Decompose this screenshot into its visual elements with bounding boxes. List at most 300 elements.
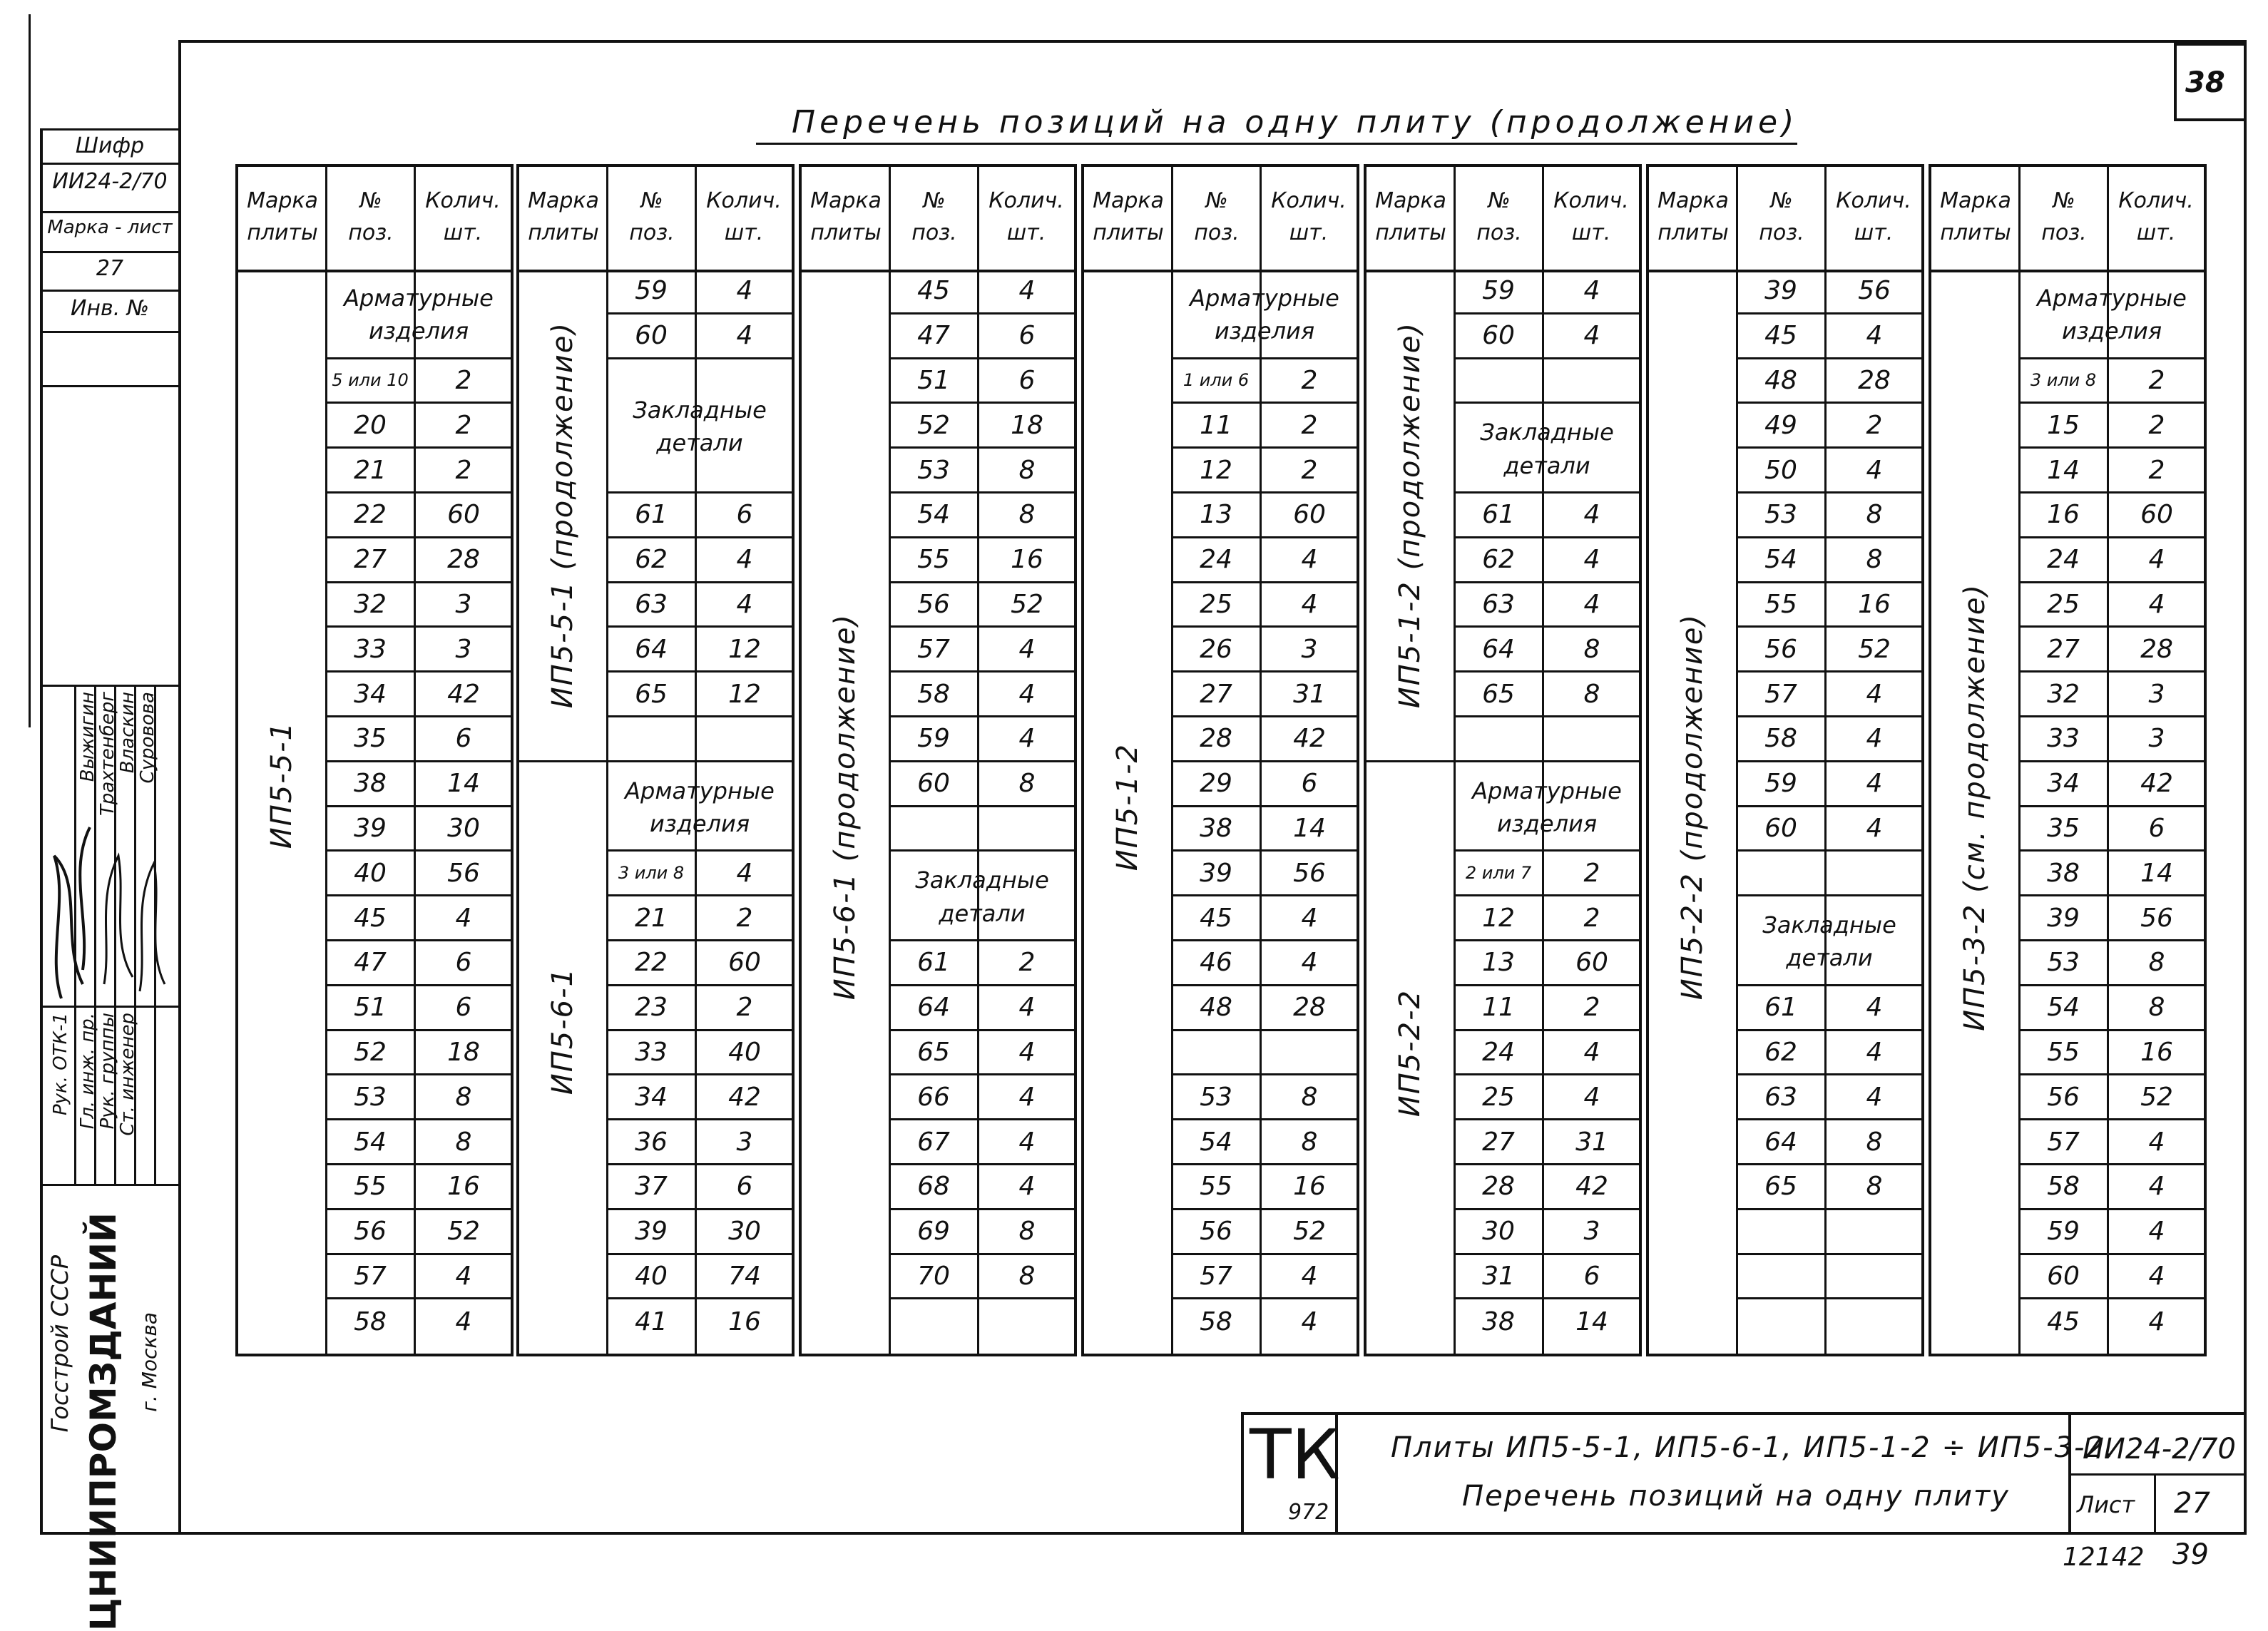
quantity: 4	[1018, 634, 1036, 664]
quantity: 8	[1866, 500, 1883, 530]
table-row	[1737, 1031, 1921, 1076]
table-row	[1455, 628, 1639, 673]
position-number: 54	[917, 500, 950, 530]
quantity: 6	[2148, 813, 2165, 843]
table-header	[1367, 167, 1639, 272]
table-row	[890, 315, 1074, 359]
quantity: 8	[1866, 1127, 1883, 1157]
position-number: 65	[917, 1037, 950, 1067]
position-number: 38	[354, 769, 387, 799]
table-row	[1455, 1299, 1639, 1344]
quantity: 3	[1301, 634, 1318, 664]
quantity: 4	[736, 589, 753, 619]
quantity: 12	[728, 679, 761, 709]
quantity: 4	[1583, 1082, 1600, 1112]
header-text: №	[640, 188, 663, 213]
quantity: 56	[447, 858, 480, 888]
quantity: 4	[1018, 1037, 1036, 1067]
name-1: Выжигин	[77, 692, 98, 782]
section-heading-row	[1455, 404, 1639, 494]
position-number	[1173, 1031, 1260, 1074]
table-row	[608, 315, 792, 359]
position-number: 22	[635, 948, 668, 978]
section-heading-row	[890, 852, 1074, 941]
org-line-3: г. Москва	[138, 1312, 161, 1412]
quantity: 52	[2140, 1082, 2173, 1112]
table-row	[2020, 1299, 2204, 1344]
quantity: 8	[1018, 500, 1036, 530]
section-heading-row	[608, 762, 792, 852]
header-text: Марка	[247, 188, 318, 213]
table-row	[1737, 673, 1921, 717]
quantity: 6	[1301, 769, 1318, 799]
table-row	[890, 986, 1074, 1031]
bottom-number-2: 39	[2172, 1538, 2209, 1571]
table-row	[608, 1075, 792, 1120]
table-row	[608, 1165, 792, 1210]
section-heading: Арматурные изделия	[1472, 777, 1622, 838]
header-text: поз.	[2041, 220, 2087, 245]
table-row	[1737, 583, 1921, 628]
quantity: 4	[1866, 813, 1883, 843]
table-row	[327, 404, 511, 449]
position-number: 39	[2047, 903, 2080, 933]
table-row	[890, 807, 1074, 852]
quantity: 4	[1866, 679, 1883, 709]
header-text: плиты	[1940, 220, 2011, 245]
position-number: 50	[1764, 455, 1797, 485]
quantity: 2	[2148, 410, 2165, 440]
table-row	[2020, 1075, 2204, 1120]
position-number: 56	[1200, 1217, 1232, 1247]
position-number: 60	[635, 321, 668, 351]
name-2: Трахтенберг	[97, 692, 118, 817]
table-row	[2020, 628, 2204, 673]
position-number	[1737, 1210, 1824, 1253]
position-number: 34	[2047, 769, 2080, 799]
doc-code: ИИ24-2/70	[2083, 1433, 2236, 1466]
plate-mark-cell	[1367, 762, 1454, 1344]
quantity: 4	[1583, 545, 1600, 575]
org-line-2: ЦНИИПРОМЗДАНИЙ	[83, 1212, 124, 1631]
table-row	[1737, 1210, 1921, 1255]
table-row	[608, 270, 792, 315]
header-text: шт.	[724, 220, 764, 245]
stamp-h3	[40, 211, 180, 213]
header-cell	[1455, 167, 1543, 267]
quantity: 4	[1018, 993, 1036, 1023]
position-number: 25	[1482, 1082, 1515, 1112]
header-text: плиты	[528, 220, 599, 245]
table-row	[327, 986, 511, 1031]
table-row	[2020, 359, 2204, 404]
tb-v4	[2154, 1473, 2156, 1535]
positions-table	[1364, 164, 1642, 1356]
table-row	[1737, 1255, 1921, 1300]
position-number: 5 или 10	[332, 370, 409, 391]
position-number: 57	[1200, 1261, 1232, 1291]
position-number: 3 или 8	[2030, 370, 2097, 391]
position-number: 52	[354, 1037, 387, 1067]
header-text: Колич.	[989, 188, 1064, 213]
table-body	[890, 270, 1074, 1354]
quantity: 4	[455, 1261, 472, 1291]
table-row	[608, 628, 792, 673]
role-1: Рук. ОТК-1	[50, 1013, 71, 1116]
quantity: 52	[1293, 1217, 1326, 1247]
position-number: 62	[1482, 545, 1515, 575]
quantity: 4	[1866, 455, 1883, 485]
plate-mark-cell	[1367, 270, 1454, 762]
table-row	[608, 1031, 792, 1076]
header-cell	[608, 167, 696, 267]
position-number: 58	[917, 679, 950, 709]
stamp-h1	[40, 128, 180, 131]
position-number: 11	[1482, 993, 1515, 1023]
positions-table	[799, 164, 1077, 1356]
table-body	[1173, 270, 1357, 1354]
section-heading-row	[608, 359, 792, 494]
section-heading: Закладные детали	[915, 866, 1049, 927]
quantity: 8	[455, 1127, 472, 1157]
name-4: Суровова	[137, 692, 158, 784]
position-number: 55	[1764, 589, 1797, 619]
table-row	[2020, 1210, 2204, 1255]
table-row	[890, 1299, 1074, 1344]
quantity: 4	[2148, 1172, 2165, 1202]
table-row	[2020, 449, 2204, 494]
quantity: 4	[1018, 1082, 1036, 1112]
table-row	[1737, 717, 1921, 762]
quantity: 8	[1301, 1082, 1318, 1112]
position-number: 60	[1482, 321, 1515, 351]
header-cell	[1261, 167, 1357, 267]
plate-mark-label: ИП5-1-2 (продолжение)	[1394, 321, 1426, 709]
quantity	[1827, 1255, 1921, 1298]
table-row	[608, 896, 792, 941]
header-text: поз.	[1759, 220, 1804, 245]
quantity: 16	[447, 1172, 480, 1202]
table-row	[2020, 852, 2204, 896]
quantity: 4	[2148, 1261, 2165, 1291]
position-number: 20	[354, 410, 387, 440]
quantity: 3	[1583, 1217, 1600, 1247]
quantity: 2	[1583, 903, 1600, 933]
edge-left-line	[29, 14, 31, 727]
position-number: 61	[917, 948, 950, 978]
quantity: 2	[1583, 993, 1600, 1023]
position-number: 16	[2047, 500, 2080, 530]
position-number: 59	[917, 724, 950, 754]
position-number: 47	[354, 948, 387, 978]
plate-mark-cell	[1931, 270, 2018, 1344]
table-row	[1737, 1120, 1921, 1165]
quantity: 42	[2140, 769, 2173, 799]
table-row	[1737, 762, 1921, 807]
plate-mark-label: ИП5-6-1 (продолжение)	[829, 613, 862, 1001]
position-number: 69	[917, 1217, 950, 1247]
stamp-h5	[40, 290, 180, 292]
table-row	[2020, 1165, 2204, 1210]
position-number: 12	[1200, 455, 1232, 485]
header-text: №	[1488, 188, 1511, 213]
quantity: 60	[447, 500, 480, 530]
page-title: Перечень позиций на одну плиту (продолжение)	[792, 104, 1799, 140]
quantity: 3	[455, 589, 472, 619]
table-row	[1455, 896, 1639, 941]
plate-mark-label: ИП5-1-2	[1111, 742, 1144, 871]
quantity: 6	[455, 948, 472, 978]
position-number: 32	[354, 589, 387, 619]
quantity: 4	[1866, 1082, 1883, 1112]
tb-v1	[1241, 1412, 1244, 1535]
table-row	[890, 1031, 1074, 1076]
table-row	[327, 1210, 511, 1255]
table-row	[327, 1031, 511, 1076]
header-text: №	[359, 188, 382, 213]
position-number: 60	[2047, 1261, 2080, 1291]
table-row	[1455, 941, 1639, 986]
frame-top-line	[178, 40, 2247, 43]
table-row	[327, 1120, 511, 1165]
position-number: 54	[2047, 993, 2080, 1023]
quantity: 4	[2148, 1307, 2165, 1337]
table-row	[1455, 494, 1639, 538]
table-row	[1173, 494, 1357, 538]
quantity: 56	[1858, 276, 1891, 306]
table-row	[1455, 359, 1639, 404]
table-row	[890, 1210, 1074, 1255]
table-row	[608, 538, 792, 583]
position-number: 34	[354, 679, 387, 709]
quantity: 52	[1011, 589, 1043, 619]
position-number: 62	[635, 545, 668, 575]
position-number: 1 или 6	[1182, 370, 1250, 391]
quantity: 3	[2148, 724, 2165, 754]
position-number	[1737, 1299, 1824, 1344]
position-number: 26	[1200, 634, 1232, 664]
quantity: 4	[1301, 1307, 1318, 1337]
header-cell	[890, 167, 979, 267]
position-number: 41	[635, 1307, 668, 1337]
table-row	[2020, 1031, 2204, 1076]
quantity: 4	[2148, 1217, 2165, 1247]
quantity: 4	[736, 858, 753, 888]
table-row	[327, 717, 511, 762]
table-body	[1737, 270, 1921, 1354]
header-cell	[1543, 167, 1639, 267]
table-row	[1173, 807, 1357, 852]
sig-h-bottom	[40, 1184, 180, 1186]
header-text: Колич.	[2118, 188, 2194, 213]
table-row	[2020, 717, 2204, 762]
quantity: 3	[455, 634, 472, 664]
quantity: 8	[455, 1082, 472, 1112]
quantity: 4	[1583, 321, 1600, 351]
table-row	[1173, 1120, 1357, 1165]
org-line-1: Госстрой СССР	[46, 1255, 73, 1433]
header-cell	[1649, 167, 1737, 267]
quantity: 4	[736, 321, 753, 351]
table-row	[327, 1299, 511, 1344]
header-text: Марка	[1940, 188, 2011, 213]
position-number: 39	[1764, 276, 1797, 306]
header-text: Колич.	[1553, 188, 1629, 213]
plate-mark-cell	[802, 270, 889, 1344]
header-text: плиты	[1093, 220, 1164, 245]
position-number: 70	[917, 1261, 950, 1291]
table-header	[1649, 167, 1921, 272]
handwritten-signatures	[40, 813, 183, 1013]
table-row	[608, 941, 792, 986]
table-row	[1455, 1210, 1639, 1255]
section-heading-row	[2020, 270, 2204, 359]
bottom-number-1: 12142	[2063, 1543, 2145, 1572]
quantity: 4	[2148, 545, 2165, 575]
table-body	[327, 270, 511, 1354]
positions-table	[1929, 164, 2207, 1356]
role-4: Ст. инженер	[117, 1013, 138, 1136]
table-row	[1455, 717, 1639, 762]
table-row	[1737, 1075, 1921, 1120]
table-row	[1737, 494, 1921, 538]
table-row	[327, 762, 511, 807]
table-row	[327, 941, 511, 986]
header-cell	[2108, 167, 2204, 267]
table-row	[2020, 583, 2204, 628]
quantity	[980, 1299, 1074, 1344]
table-row	[1173, 1210, 1357, 1255]
quantity: 42	[728, 1082, 761, 1112]
position-number: 51	[354, 993, 387, 1023]
position-number: 63	[1764, 1082, 1797, 1112]
position-number	[1455, 717, 1542, 760]
header-text: плиты	[1657, 220, 1729, 245]
position-number: 45	[1200, 903, 1232, 933]
quantity: 2	[2148, 455, 2165, 485]
position-number: 61	[1764, 993, 1797, 1023]
position-number: 51	[917, 365, 950, 395]
table-row	[890, 1165, 1074, 1210]
table-row	[327, 807, 511, 852]
quantity: 4	[736, 545, 753, 575]
position-number: 52	[917, 410, 950, 440]
quantity: 60	[1575, 948, 1608, 978]
quantity: 6	[455, 724, 472, 754]
table-header	[802, 167, 1074, 272]
position-number: 22	[354, 500, 387, 530]
plate-mark-label: ИП5-5-1 (продолжение)	[546, 321, 579, 709]
quantity: 4	[2148, 1127, 2165, 1157]
sheet-value: 27	[2174, 1487, 2210, 1520]
position-number: 64	[635, 634, 668, 664]
table-row	[327, 1165, 511, 1210]
quantity: 60	[2140, 500, 2173, 530]
position-number: 60	[917, 769, 950, 799]
quantity	[1827, 1299, 1921, 1344]
sheet-label: Лист	[2077, 1491, 2135, 1518]
header-text: шт.	[1289, 220, 1329, 245]
quantity: 28	[2140, 634, 2173, 664]
table-header	[519, 167, 792, 272]
quantity: 8	[1866, 545, 1883, 575]
position-number: 56	[917, 589, 950, 619]
header-text: плиты	[1375, 220, 1446, 245]
header-text: Колич.	[706, 188, 782, 213]
table-row	[608, 852, 792, 896]
header-text: плиты	[810, 220, 882, 245]
title-line-1: Плиты ИП5-5-1, ИП5-6-1, ИП5-1-2 ÷ ИП5-3-2.	[1391, 1431, 2116, 1464]
table-row	[1455, 1255, 1639, 1300]
quantity: 2	[455, 365, 472, 395]
position-number: 27	[354, 545, 387, 575]
table-row	[2020, 941, 2204, 986]
table-row	[608, 986, 792, 1031]
shifr-label: Шифр	[75, 133, 145, 158]
quantity: 16	[2140, 1037, 2173, 1067]
quantity: 16	[1858, 589, 1891, 619]
quantity: 8	[2148, 993, 2165, 1023]
table-row	[1455, 538, 1639, 583]
header-text: шт.	[443, 220, 483, 245]
position-number: 58	[354, 1307, 387, 1337]
table-row	[890, 762, 1074, 807]
position-number: 68	[917, 1172, 950, 1202]
position-number: 25	[1200, 589, 1232, 619]
quantity: 4	[1866, 769, 1883, 799]
position-number: 64	[1482, 634, 1515, 664]
table-row	[1455, 1120, 1639, 1165]
position-number: 49	[1764, 410, 1797, 440]
position-number: 63	[635, 589, 668, 619]
position-number: 65	[635, 679, 668, 709]
header-cell	[519, 167, 608, 267]
table-row	[1173, 1031, 1357, 1076]
plate-mark-cell	[519, 762, 606, 1300]
table-row	[1173, 1255, 1357, 1300]
header-cell	[1931, 167, 2020, 267]
tk-label: ТК	[1250, 1415, 1340, 1495]
quantity: 52	[1858, 634, 1891, 664]
tb-top	[1241, 1412, 2247, 1415]
quantity: 2	[1583, 858, 1600, 888]
position-number: 39	[354, 813, 387, 843]
header-cell	[1367, 167, 1455, 267]
header-cell	[2020, 167, 2108, 267]
table-row	[1173, 762, 1357, 807]
table-row	[608, 717, 792, 762]
header-text: поз.	[1476, 220, 1522, 245]
table-row	[1455, 986, 1639, 1031]
position-number: 59	[635, 276, 668, 306]
quantity: 2	[736, 993, 753, 1023]
table-row	[890, 538, 1074, 583]
table-row	[1455, 583, 1639, 628]
table-row	[608, 1299, 792, 1344]
positions-table	[516, 164, 795, 1356]
table-row	[1455, 852, 1639, 896]
table-row	[2020, 404, 2204, 449]
table-row	[327, 449, 511, 494]
position-number: 65	[1764, 1172, 1797, 1202]
table-row	[1737, 628, 1921, 673]
quantity: 2	[1018, 948, 1036, 978]
position-number: 11	[1200, 410, 1232, 440]
table-row	[1173, 673, 1357, 717]
quantity: 2	[1301, 410, 1318, 440]
position-number: 32	[2047, 679, 2080, 709]
quantity: 6	[455, 993, 472, 1023]
